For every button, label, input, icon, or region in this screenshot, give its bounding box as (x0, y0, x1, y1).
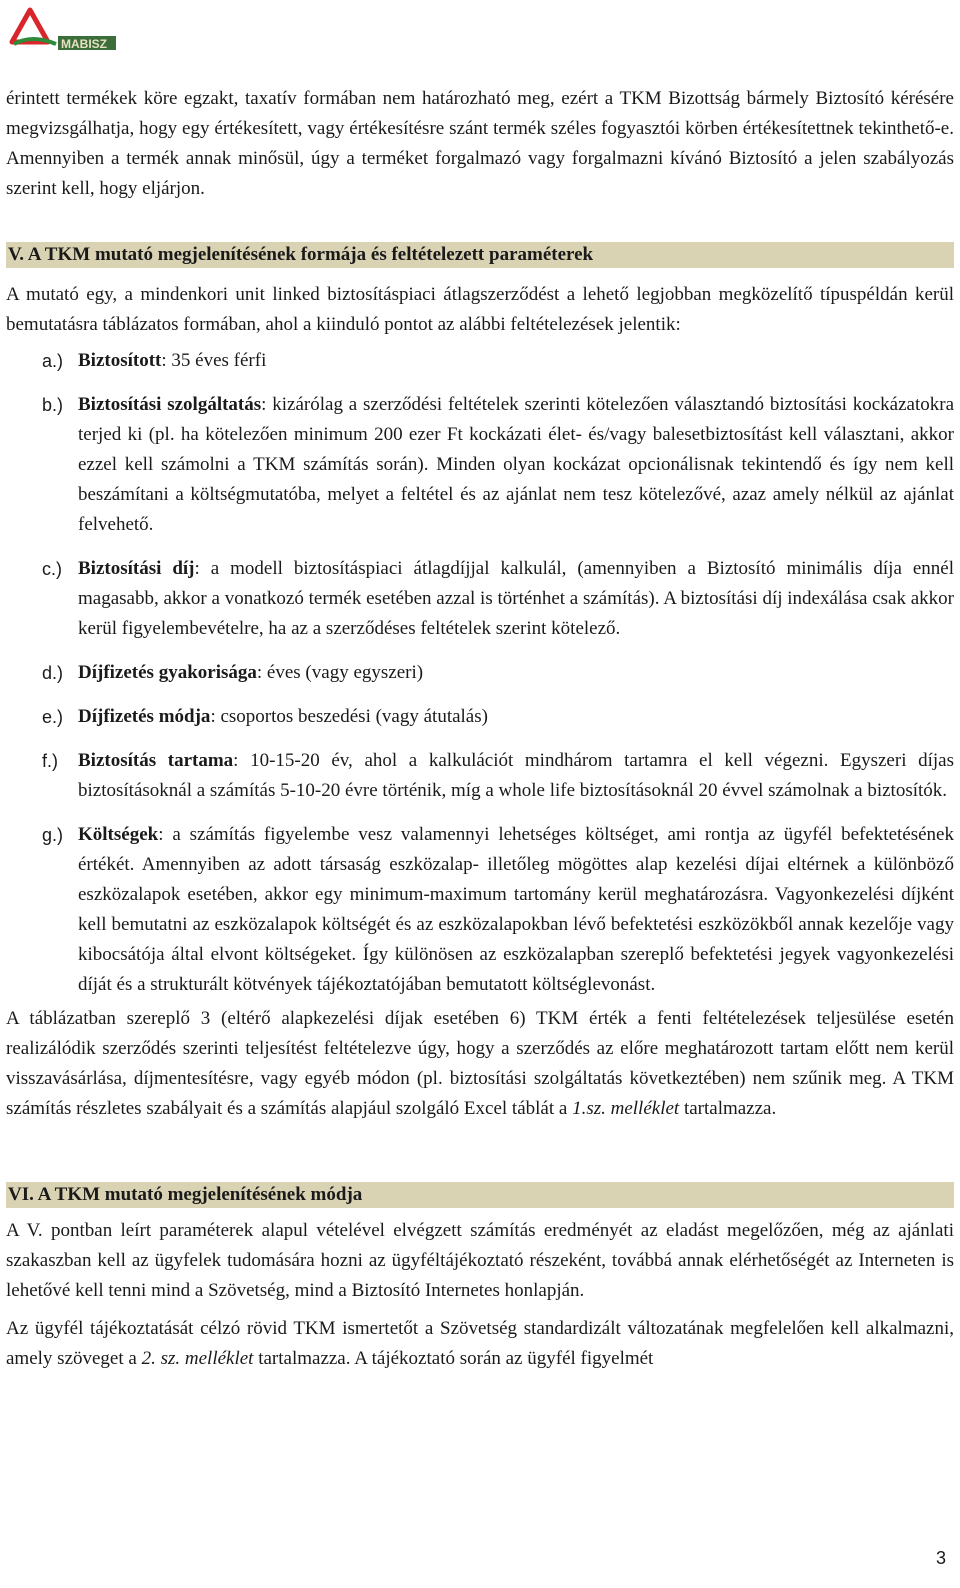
page-number: 3 (935, 1548, 946, 1568)
list-marker: c.) (42, 559, 62, 579)
item-term: Biztosítási díj (78, 558, 195, 579)
section-vi-heading: VI. A TKM mutató megjelenítésének módja (6, 1182, 954, 1208)
paragraph-assumptions: A mutató egy, a mindenkori unit linked biztosításpiaci átlagszerződést a lehető legjobban megközelítő típuspéldán kerül bemutatásra táblázatos formában, ahol a kiinduló pontot az alábbi feltételezések jelentik: (6, 284, 954, 335)
paragraph-display: A V. pontban leírt paraméterek alapul vételével elvégzett számítás eredményét az eladást megelőzően, még az ajánlati szakaszban kell az ügyfelek tudomására hozni az ügyféltájékoztató részeként, továbbá annak elérhetőségét az Interneten is lehetővé kell tenni mind a Szövetség, mind a Biztosító Internetes honlapján. (6, 1220, 954, 1301)
paragraph-client-info (6, 1314, 954, 1374)
paragraph-tkm-values (6, 1004, 954, 1124)
list-item (6, 390, 954, 540)
mabisz-logo (6, 4, 118, 54)
annex-reference: 2. sz. melléklet (141, 1348, 254, 1369)
assumption-list (6, 346, 954, 1000)
item-term: Biztosítási szolgáltatás (78, 394, 262, 415)
list-marker: f.) (42, 751, 58, 771)
list-marker: g.) (42, 825, 64, 845)
item-text: : kizárólag a szerződési feltételek szerinti kötelezően választandó biztosítási kockázatokra terjed ki (pl. ha kötelezően minimum 200 ezer Ft kockázati élet- és/vagy balesetbiztosítást kell választani, akkor ezzel kell számolni a TKM számítás során). Minden olyan kockázat opcionálisnak tekintendő és így nem kell beszámítani a költségmutatóba, melyet a feltétel és az ajánlat nem tesz kötelezővé, azaz amely nélkül az ajánlat felvehető. (78, 394, 954, 535)
logo-text: MABISZ (61, 37, 107, 51)
list-marker: a.) (42, 351, 64, 371)
list-item (6, 702, 954, 732)
paragraph-intro: érintett termékek köre egzakt, taxatív formában nem határozható meg, ezért a TKM Bizottság bármely Biztosító kérésére megvizsgálhatja, hogy egy értékesített, vagy értékesítésre szánt termék széles fogyasztói körben értékesítettnek tekinthető-e. Amennyiben a termék annak minősül, úgy a terméket forgalmazó vagy forgalmazni kívánó Biztosító a jelen szabályozás szerint kell, hogy eljárjon. (6, 88, 954, 199)
list-item (6, 820, 954, 1000)
document-body (6, 84, 954, 1374)
item-text: : a modell biztosításpiaci átlagdíjjal kalkulál, (amennyiben a Biztosító minimális díja ennél magasabb, akkor a vonatkozó termék esetében azzal is történhet a számítás). A biztosítási díj indexálása csak akkor kerül figyelembevételre, ha az a szerződéses feltételek szerint kötelező. (78, 558, 954, 639)
item-term: Biztosítás tartama (78, 750, 234, 771)
item-text: : csoportos beszedési (vagy átutalás) (210, 706, 488, 727)
item-text: : 10-15-20 év, ahol a kalkulációt mindhárom tartamra el kell végezni. Egyszeri díjas biztosításoknál a számítás 5-10-20 évre történik, míg a whole life biztosításoknál 20 évvel számolnak a biztosítók. (78, 750, 954, 801)
item-term: Díjfizetés módja (78, 706, 211, 727)
paragraph-text: A táblázatban szereplő 3 (eltérő alapkezelési díjak esetében 6) TKM érték a fenti feltételezések teljesülése esetén realizálódik szerződés szerinti teljesítést feltételezve úgy, hogy a szerződés az előre meghatározott tartam előtt nem kerül visszavásárlása, díjmentesítésre, vagy egyéb módon (pl. biztosítási szolgáltatás következtében) nem szűnik meg. A TKM számítás részletes szabályait és a számítás alapjául szolgáló Excel táblát a (6, 1008, 954, 1119)
list-marker: d.) (42, 663, 64, 683)
item-text: : 35 éves férfi (161, 350, 267, 371)
paragraph-text-end: tartalmazza. A tájékoztató során az ügyfél figyelmét (253, 1348, 654, 1369)
list-marker: b.) (42, 395, 64, 415)
list-marker: e.) (42, 707, 64, 727)
list-item (6, 658, 954, 688)
item-term: Költségek (78, 824, 159, 845)
item-text: : éves (vagy egyszeri) (256, 662, 424, 683)
item-term: Díjfizetés gyakorisága (78, 662, 257, 683)
annex-reference: 1.sz. melléklet (572, 1098, 680, 1119)
paragraph-text: Az ügyfél tájékoztatását célzó rövid TKM ismertetőt a Szövetség standardizált változatának megfelelően kell alkalmazni, amely szöveget a (6, 1318, 954, 1369)
item-text: : a számítás figyelembe vesz valamennyi lehetséges költséget, ami rontja az ügyfél befektetésének értékét. Amennyiben az adott társaság eszközalap- illetőleg mögöttes alap kezelési díjai eltérnek a különböző eszközalapok esetében, akkor egy minimum-maximum tartomány kerül meghatározásra. Vagyonkezelési díjként kell bemutatni az eszközalapok költségét és az eszközalapokban lévő befektetési eszközökből annak kezelője vagy kibocsátója által elvont költségeket. Így különösen az eszközalapban szereplő befektetési jegyek vagyonkezelési díját és a strukturált kötvények tájékoztatójában bemutatott költséglevonást. (78, 824, 954, 995)
item-term: Biztosított (78, 350, 162, 371)
list-item (6, 554, 954, 644)
paragraph-text-end: tartalmazza. (679, 1098, 777, 1119)
list-item (6, 746, 954, 806)
section-v-heading: V. A TKM mutató megjelenítésének formája és feltételezett paraméterek (6, 242, 954, 268)
list-item (6, 346, 954, 376)
